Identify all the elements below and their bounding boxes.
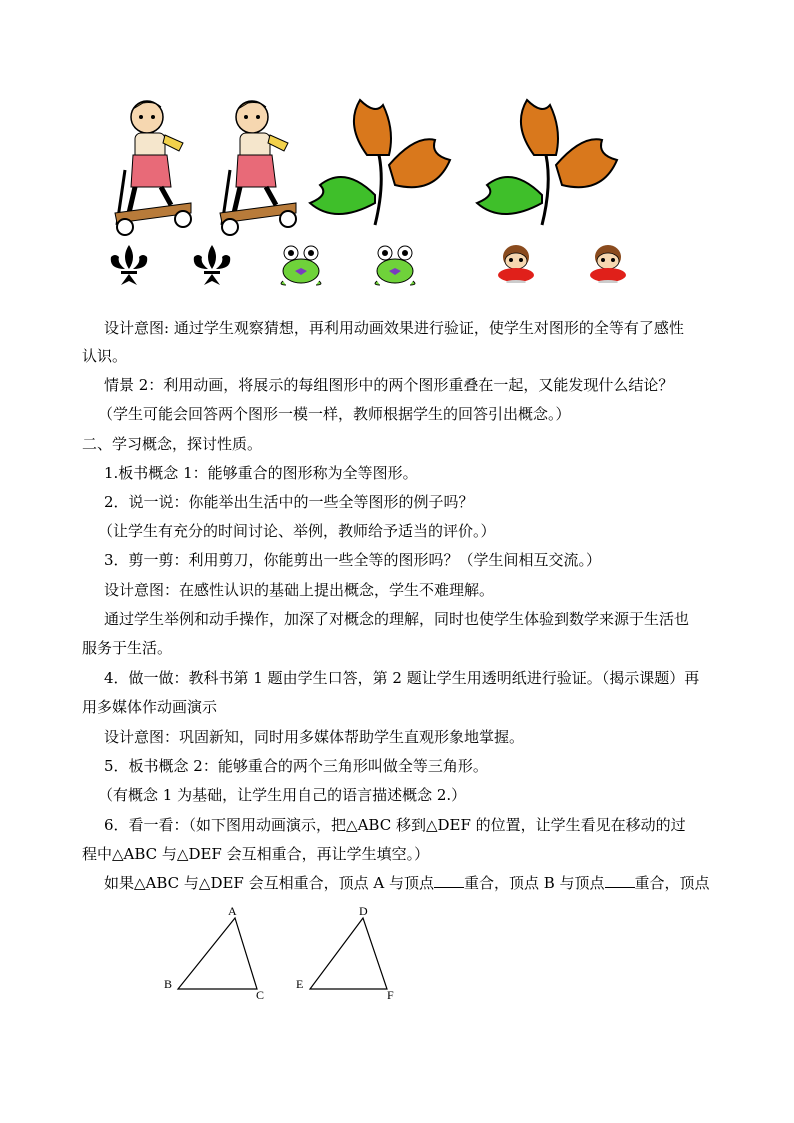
paragraph-examples-a: 通过学生举例和动手操作，加深了对概念的理解，同时也使学生体验到数学来源于生活也 [104, 610, 690, 628]
scooter-boy-image-1 [105, 95, 205, 240]
vertex-label-e: E [296, 977, 304, 991]
scooter-boy-image-2 [210, 95, 310, 240]
paragraph-scenario-2: 情景 2：利用动画，将展示的每组图形中的两个图形重叠在一起，又能发现什么结论？ [104, 376, 674, 394]
paragraph-design-intent-2: 设计意图：在感性认识的基础上提出概念，学生不难理解。 [104, 581, 495, 599]
vertex-label-a: A [228, 904, 237, 918]
paragraph-design-intent-3: 设计意图：巩固新知，同时用多媒体帮助学生直观形象地掌握。 [104, 728, 525, 746]
fleur-de-lis-icon-1 [107, 243, 151, 287]
paragraph-discussion: （让学生有充分的时间讨论、举例，教师给予适当的评价。） [98, 522, 496, 540]
triangles-figure [160, 900, 410, 1010]
vertex-label-c: C [256, 988, 265, 1002]
paragraph-design-intent-1b: 认识。 [82, 347, 128, 365]
paragraph-do-it-b: 用多媒体作动画演示 [82, 698, 218, 716]
paragraph-cut-it: 3．剪一剪：利用剪刀，你能剪出一些全等的图形吗？（学生间相互交流。） [104, 551, 602, 569]
paragraph-do-it-a: 4．做一做：教科书第 1 题由学生口答，第 2 题让学生用透明纸进行验证。（揭示课题）再 [104, 669, 700, 687]
fill-blank-text-3: 重合，顶点 [634, 874, 710, 892]
boy-face-icon-2 [584, 243, 632, 283]
triangle-def [310, 918, 387, 989]
triangle-abc [178, 918, 257, 989]
paragraph-look-a: 6．看一看：（如下图用动画演示，把△ABC 移到△DEF 的位置，让学生看见在移动的过 [104, 816, 686, 834]
paragraph-say-it: 2．说一说：你能举出生活中的一些全等图形的例子吗？ [104, 493, 474, 511]
vertex-label-f: F [387, 988, 394, 1002]
paragraph-design-intent-1a: 设计意图: 通过学生观察猜想，再利用动画效果进行验证，使学生对图形的全等有了感性 [104, 319, 684, 337]
frog-icon-2 [372, 243, 418, 287]
section-heading-2: 二、学习概念，探讨性质。 [82, 435, 263, 453]
paragraph-concept-2: 5．板书概念 2：能够重合的两个三角形叫做全等三角形。 [104, 757, 488, 775]
paragraph-examples-b: 服务于生活。 [82, 639, 173, 657]
answer-blank-2[interactable] [605, 873, 635, 888]
fill-blank-text-2: 重合，顶点 B 与顶点 [463, 874, 605, 892]
boy-face-icon-1 [492, 243, 540, 283]
fleur-de-lis-icon-2 [190, 243, 234, 287]
oak-leaf-image-1 [305, 95, 465, 230]
paragraph-fill-blank [104, 873, 710, 893]
fill-blank-text-1: 如果△ABC 与△DEF 会互相重合，顶点 A 与顶点 [104, 874, 434, 892]
paragraph-student-answer: （学生可能会回答两个图形一模一样，教师根据学生的回答引出概念。） [98, 405, 571, 423]
paragraph-concept-2-note: （有概念 1 为基础，让学生用自己的语言描述概念 2.） [98, 786, 467, 804]
frog-icon-1 [278, 243, 324, 287]
vertex-label-d: D [359, 904, 368, 918]
answer-blank-1[interactable] [434, 873, 464, 888]
oak-leaf-image-2 [472, 95, 632, 230]
paragraph-concept-1: 1.板书概念 1：能够重合的图形称为全等图形。 [104, 464, 418, 482]
vertex-label-b: B [164, 977, 173, 991]
paragraph-look-b: 程中△ABC 与△DEF 会互相重合，再让学生填空。） [82, 845, 430, 863]
